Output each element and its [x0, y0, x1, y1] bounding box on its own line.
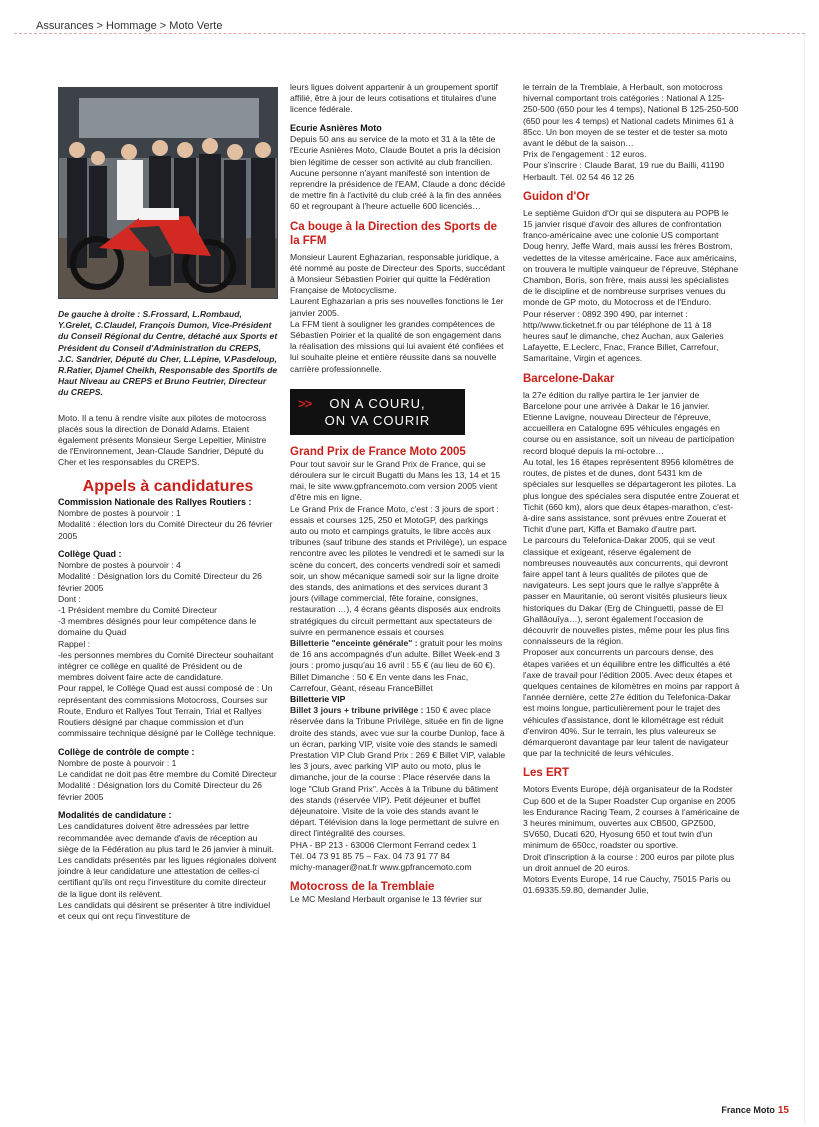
appels-title: Appels à candidatures	[82, 477, 254, 495]
ffm-title: Ca bouge à la Direction des Sports de la FFM	[290, 220, 498, 247]
column-2	[290, 82, 507, 905]
chevron-icon: >>	[298, 395, 312, 411]
dakar-p1: la 27e édition du rallye partira le 1er janvier de Barcelone pour une arrivée à Dakar le 16 janvier. Etienne Lavigne, nouveau Directeur de l'épreuve, accueillera en Catalogne 695 véhicules engagés en course ou en assistance, soit un niveau de participation record bloqué depuis la mi-octobre…	[523, 389, 735, 456]
gp-vip-label: Billet 3 jours + tribune privilège :	[290, 705, 424, 716]
group-photo-illustration	[59, 88, 278, 299]
eam-p1: Depuis 50 ans au service de la moto et 31 à la tête de l'Ecurie Asnières Moto, Claude Boutet a pris la décision bien légitime de cesser son activité au club francilien.	[290, 134, 501, 167]
column-1	[58, 87, 278, 922]
col3-top: le terrain de la Tremblaie, à Herbault, son motocross hivernal comportant trois catégories : National A 125-250-500 (650 pour les 4 temps), National B 125-250-500 (650 pour les 4 temps) et National cadets Minimes 61 à 85cc. Un bon moyen de se tester et de tester sa moto avant le début de la saison…	[523, 82, 739, 149]
quad-dont-1: -1 Président membre du Comité Directeur	[58, 605, 218, 616]
quad-postes: Nombre de postes à pourvoir : 4	[58, 560, 181, 571]
guidon-title: Guidon d'Or	[523, 190, 590, 203]
guidon-p1: Le septième Guidon d'Or qui se disputera au POPB le 15 janvier risque d'avoir des allures de confrontation franco-américaine avec une colonie US comportant Doug henry, Jeffe Ward, mais aussi les frères Bostrom, vedettes de la vitesse américaine. Face aux américains, on trouvera le multiple vainqueur de l'épreuve, Stéphane Chambon, Boris, son frère, mais aussi les spécialistes de le discipline et de nombreuse surprises venues du monde de GP moto, du Motocross et de l'Enduro.	[523, 207, 739, 308]
gp-billet-text: gratuit pour les moins de 16 ans accompagnés d'un adulte. Billet Week-end 3 jours : promo jusqu'au 16 avril : 55 € (au lieu de 60 €). Billet Dimanche : 50 € En vente dans les Fnac, Carrefour, Géant, réseau FranceBillet	[290, 638, 503, 693]
dakar-p4: Proposer aux concurrents un parcours dense, des étapes variées et un équilibre entre les difficultés a été l'axe de travail pour l'édition 2005. Avec deux étapes et quelques centaines de kilomètres en moins par rapport à l'année dernière, cette 27e édition du Telefonica-Dakar est moins longue, particulièrement pour le trajet des véhicules d'assistance, dont le kilométrage est réduit d'environ 40%. Sur le terrain, les plus valeureux se démarqueront davantage par leur talent de navigateur que par la technicité de leurs véhicules.	[523, 647, 740, 759]
ccc-modalite: Modalité : Désignation lors du Comité Directeur du 26 février 2005	[58, 780, 262, 802]
footer-brand: France Moto	[721, 1105, 775, 1115]
quad-dont-2: -3 membres désignés pour leur compétence dans le domaine du Quad	[58, 616, 257, 638]
modalites-p2: Les candidats présentés par les ligues régionales doivent joindre à leur candidature une attestation de celles-ci certifiant qu'ils ont reçu l'investiture du comite directeur de la ligue dont ils relèvent.	[58, 854, 277, 899]
page-edge	[804, 34, 805, 1124]
guidon-p2: Pour réserver : 0892 390 490, par internet : http//www.ticketnet.fr ou par téléphone de 11 à 18 heures sauf le dimanche, chez Auchan, aux Galeries Lafayette, E.Leclerc, Fnac, France Billet, Carrefour, Samaritaine, Virgin et agences.	[523, 308, 724, 364]
banner-line-2: ON VA COURIR	[324, 412, 431, 428]
ccc-title: Collège de contrôle de compte :	[58, 746, 195, 757]
quad-pour-rappel: Pour rappel, le Collège Quad est aussi composé de : Un représentant des commissions Motocross, Courses sur Route, Enduro et Rallyes Tout Terrain, Trial et Rallyes Routiers désigné par chaque commission et d'un commissaire technique désigné par le Collège technique.	[58, 683, 276, 739]
ffm-p2: Laurent Eghazarian a pris ses nouvelles fonctions le 1er janvier 2005.	[290, 296, 504, 318]
quad-modalite: Modalité : Désignation lors du Comité Directeur du 26 février 2005	[58, 571, 262, 593]
gp-p2: Le Grand Prix de France Moto, c'est : 3 jours de sport : essais et courses 125, 250 et MotoGP, des parkings auto ou moto et campings gratuits, le libre accès aux tribunes (sauf tribune des stands et Privilège), un espace rencontre avec les pilotes le vendredi et le samedi sur la scène du concert, des concerts vendredi soir et samedi soir, un show mécanique samedi soir sur la ligne droite des stands, des animations et des services durant 3 jours (village commercial, fête foraine, consignes, restauration …), 4 écrans géants disposés aux endroits stratégiques du circuit permettant aux spectateurs de suivre en permanence essais et courses	[290, 503, 507, 637]
ert-title: Les ERT	[523, 767, 570, 780]
col3-inscrire: Pour s'inscrire : Claude Barat, 19 rue du Bailli, 41190 Herbault. Tél. 02 54 46 12 26	[523, 160, 725, 182]
dakar-p3: Le parcours du Telefonica-Dakar 2005, qui se veut classique et exigeant, réserve également de nombreuses nouveautés aux concurrents, qui devront faire appel tant à leurs qualités de pilotes que de navigateurs. Les sept jours que le rallye s'apprête à passer en Mauritanie, où seront visités plusieurs lieux historiques du Dakar (Erg de Chinguetti, passe de El Ghallâouîya…), seront également l'occasion de découvrir de nouvelles pistes, même pour les plus fins connaisseurs de la région.	[523, 535, 730, 647]
quad-rappel-text: -les personnes membres du Comité Directeur souhaitant intégrer ce collège en qualité de Président ou de membres doivent faire acte de candidature.	[58, 649, 274, 683]
section-banner	[290, 389, 465, 435]
dakar-p2: Au total, les 16 étapes représentent 8956 kilomètres de routes, de pistes et de dunes, dont 5431 km de spéciales sur lesquelles se départageront les pilotes. La plus longue des spéciales sera disputée entre Zouerat et Tichit (660 km), alors que deux étapes-marathon, c'est-à-dire sans assistance, sont prévues entre Zouerat et Tichit d'une part, Kiffa et Bamako d'autre part.	[523, 456, 739, 535]
ert-p3: Motors Events Europe, 14 rue Cauchy, 75015 Paris ou 01.69335.59.80, demander Julie,	[523, 874, 731, 896]
ffm-p3: La FFM tient à souligner les grandes compétences de Sébastien Poirier et la qualité de son engagement dans la réalisation des missions qui lui avaient été confiées et lui souhaite pleine et entière réussite dans sa nouvelle carrière professionnelle.	[290, 318, 504, 374]
cnrr-postes: Nombre de postes à pourvoir : 1	[58, 508, 181, 519]
photo-caption: De gauche à droite : S.Frossard, L.Rombaud, Y.Grelet, C.Claudel, François Dumon, Vice-Président du Conseil Régional du Centre, détaché aux Sports et Président du Conseil d'Administration du CREPS, J.C. Sandrier, Député du Cher, L.Lépine, V.Pasdeloup, R.Ratier, Djamel Cheikh, Responsable des Sportifs de Haut Niveau au CREPS et Bruno Feutrier, Directeur du CREPS.	[58, 309, 278, 398]
cnrr-title: Commission Nationale des Rallyes Routiers :	[58, 496, 252, 507]
gp-billet	[290, 638, 507, 694]
gp-contact-3: michy-manager@nat.fr www.gpfrancemoto.com	[290, 862, 472, 873]
eam-p2: Aucune personne n'ayant manifesté son intention de reprendre la présidence de l'EAM, Claude a donc décidé de mettre fin à l'activité du club créé à la fin des années 60 et regroupant à l'heure actuelle 600 licenciés…	[290, 167, 506, 212]
dakar-title: Barcelone-Dakar	[523, 372, 615, 385]
col3-prix: Prix de l'engagement : 12 euros.	[523, 149, 647, 160]
ccc-note: Le candidat ne doit pas être membre du Comité Directeur	[58, 769, 277, 780]
intro-paragraph: Moto. Il a tenu à rendre visite aux pilotes de motocross placés sous la direction de Donald Adams. Etaient également présents Monsieur Serge Lepeltier, Ministre de l'Environnement, Jean-Claude Sandrier, Député du Cher et les responsables du CREPS.	[58, 412, 267, 468]
col2-top: leurs ligues doivent appartenir à un groupement sportif affilié, être à jour de leurs cotisations et titulaires d'une licence fédérale.	[290, 82, 498, 115]
gp-p1: Pour tout savoir sur le Grand Prix de France, qui se déroulera sur le circuit Bugatti du Mans les 13, 14 et 15 mai, le site www.gpfrancemoto.com version 2005 vient d'être mis en ligne.	[290, 458, 501, 503]
column-3	[523, 82, 740, 896]
gp-vip-text: 150 € avec place réservée dans la Tribune Privilège, située en fin de ligne droite des stands, avec vue sur la courbe Dunlop, face à un écran, parking VIP, visite voie des stands le samedi	[290, 705, 505, 749]
gp-vip-p2: Prestation VIP Club Grand Prix : 269 € Billet VIP, valable les 3 jours, avec parking VIP auto ou moto, plus le dimanche, jour de la course : Place réservée dans la loge "Club Grand Prix". Accès à la Tribune du bâtiment des stands (réservée VIP). Petit déjeuner et buffet déjeunatoire. Visite de la voie des stands avant le départ. Télévision dans la loge permettant de suivre en direct l'intégralité des courses.	[290, 750, 506, 839]
cnrr-modalite: Modalité : élection lors du Comité Directeur du 26 février 2005	[58, 519, 273, 541]
ert-p1: Motors Events Europe, déjà organisateur de la Rodster Cup 600 et de la Super Roadster Cup organise en 2005 les Endurance Racing Team, 2 courses à l'américaine de 3 heures minimum, ouvertes aux CB500, GPZ500, SV650, Ducati 620, Hyosung 650 et tout twin d'un minimum de 650cc, roadster ou sportive.	[523, 784, 740, 851]
group-photo	[58, 87, 278, 299]
banner-line-1: ON A COURU,	[329, 395, 426, 411]
gp-contact-1: PHA - BP 213 - 63006 Clermont Ferrand cedex 1	[290, 839, 477, 850]
modalites-p3: Les candidats qui désirent se présenter à titre individuel et ceux qui ont reçu l'investiture de	[58, 899, 271, 921]
tremblaie-title: Motocross de la Tremblaie	[290, 881, 435, 894]
quad-rappel: Rappel :	[58, 638, 91, 649]
ffm-p1: Monsieur Laurent Eghazarian, responsable juridique, a été nommé au poste de Directeur des Sports, succédant à Monsieur Sébastien Poirier qui quitte la Fédération Française de Motocyclisme.	[290, 251, 505, 296]
modalites-p1: Les candidatures doivent être adressées par lettre recommandée avec demande d'avis de réception au siège de la Fédération au plus tard le 26 janvier à minuit.	[58, 821, 274, 854]
ccc-postes: Nombre de poste à pourvoir : 1	[58, 758, 177, 768]
gp-vip	[290, 705, 507, 750]
page-footer	[721, 1105, 789, 1116]
quad-dont: Dont :	[58, 593, 81, 604]
gp-contact-2: Tél. 04 73 91 85 75 – Fax. 04 73 91 77 84	[290, 850, 451, 861]
breadcrumb: Assurances > Hommage > Moto Verte	[36, 20, 223, 32]
ert-p2: Droit d'inscription à la course : 200 euros par pilote plus un droit annuel de 20 euros.	[523, 851, 735, 873]
gp-vip-title: Billetterie VIP	[290, 694, 346, 705]
quad-title: Collège Quad :	[58, 548, 122, 559]
gp-billet-label: Billetterie "enceinte générale" :	[290, 638, 418, 649]
eam-title: Ecurie Asnières Moto	[290, 122, 382, 133]
modalites-title: Modalités de candidature :	[58, 809, 172, 820]
page-number: 15	[777, 1105, 789, 1116]
gp-title: Grand Prix de France Moto 2005	[290, 445, 466, 458]
tremblaie-p1: Le MC Mesland Herbault organise le 13 février sur	[290, 894, 483, 905]
